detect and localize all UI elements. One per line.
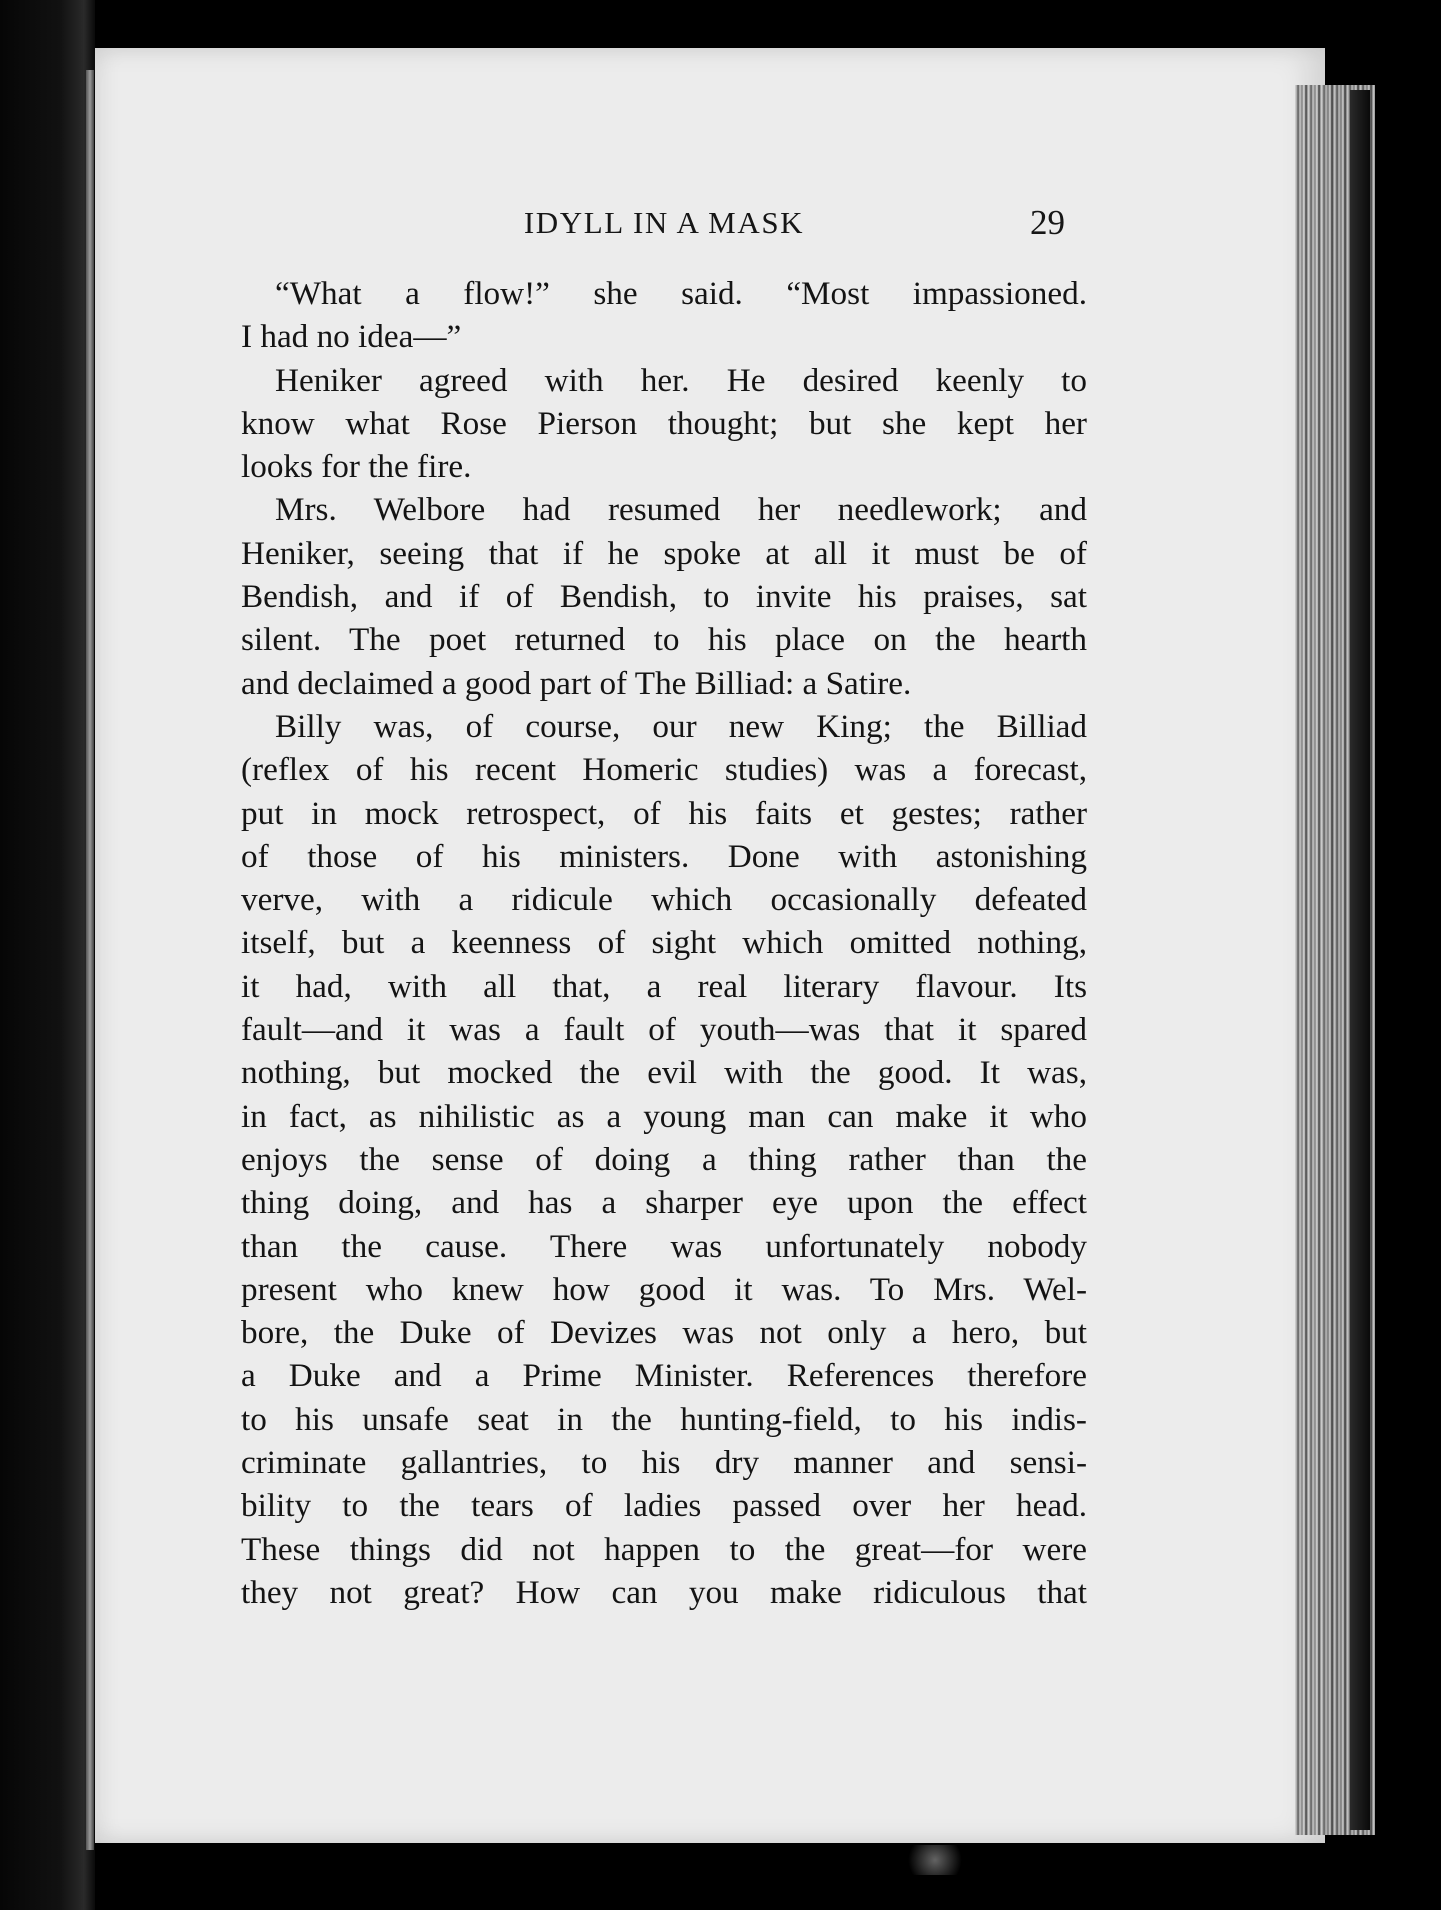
text-line: bore, the Duke of Devizes was not only a hero, but <box>241 1314 1087 1352</box>
text-line: verve, with a ridicule which occasionally defeated <box>241 881 1087 919</box>
text-line: Heniker, seeing that if he spoke at all it must be of <box>241 534 1087 572</box>
text-line: fault—and it was a fault of youth—was that it spared <box>241 1011 1087 1049</box>
text-line: present who knew how good it was. To Mrs. Wel- <box>241 1270 1087 1308</box>
book-left-edge <box>0 0 95 1910</box>
scan-artifact <box>900 1845 970 1875</box>
text-line: Bendish, and if of Bendish, to invite his praises, sat <box>241 578 1087 616</box>
text-line: of those of his ministers. Done with astonishing <box>241 837 1087 875</box>
text-line: criminate gallantries, to his dry manner and sensi- <box>241 1444 1087 1482</box>
gutter-binding <box>86 70 94 1850</box>
text-line: a Duke and a Prime Minister. References therefore <box>241 1357 1087 1395</box>
text-line: know what Rose Pierson thought; but she kept her <box>241 404 1087 442</box>
text-line: to his unsafe seat in the hunting-field, to his indis- <box>241 1400 1087 1438</box>
text-line: nothing, but mocked the evil with the good. It was, <box>241 1054 1087 1092</box>
page-edges-shadow <box>1350 90 1370 1830</box>
text-line: it had, with all that, a real literary flavour. Its <box>241 967 1087 1005</box>
text-line: looks for the fire. <box>241 448 472 486</box>
text-line: “What a flow!” she said. “Most impassioned. <box>275 275 1087 312</box>
text-line: silent. The poet returned to his place on the hearth <box>241 621 1087 659</box>
text-line: in fact, as nihilistic as a young man can make it who <box>241 1097 1087 1135</box>
text-line: Billy was, of course, our new King; the Billiad <box>275 707 1087 745</box>
text-line: and declaimed a good part of The Billiad: a Satire. <box>241 664 912 702</box>
text-line: thing doing, and has a sharper eye upon the effect <box>241 1184 1087 1222</box>
text-line: bility to the tears of ladies passed over her head. <box>241 1487 1087 1525</box>
text-line: Mrs. Welbore had resumed her needlework; and <box>275 491 1087 529</box>
text-line: Heniker agreed with her. He desired keenly to <box>275 361 1087 399</box>
text-line: These things did not happen to the great—for were <box>241 1530 1087 1568</box>
running-title: IDYLL IN A MASK <box>523 205 805 240</box>
text-line: than the cause. There was unfortunately nobody <box>241 1227 1087 1265</box>
text-line: (reflex of his recent Homeric studies) was a forecast, <box>241 751 1087 789</box>
body-text <box>241 272 1087 1614</box>
text-line: they not great? How can you make ridiculous that <box>241 1573 1087 1611</box>
text-line: I had no idea—” <box>241 318 462 356</box>
page-number: 29 <box>1030 203 1065 242</box>
text-line: enjoys the sense of doing a thing rather than the <box>241 1140 1087 1178</box>
text-line: itself, but a keenness of sight which omitted nothing, <box>241 924 1087 962</box>
text-line: put in mock retrospect, of his faits et gestes; rather <box>241 794 1087 832</box>
running-header <box>241 200 1087 246</box>
